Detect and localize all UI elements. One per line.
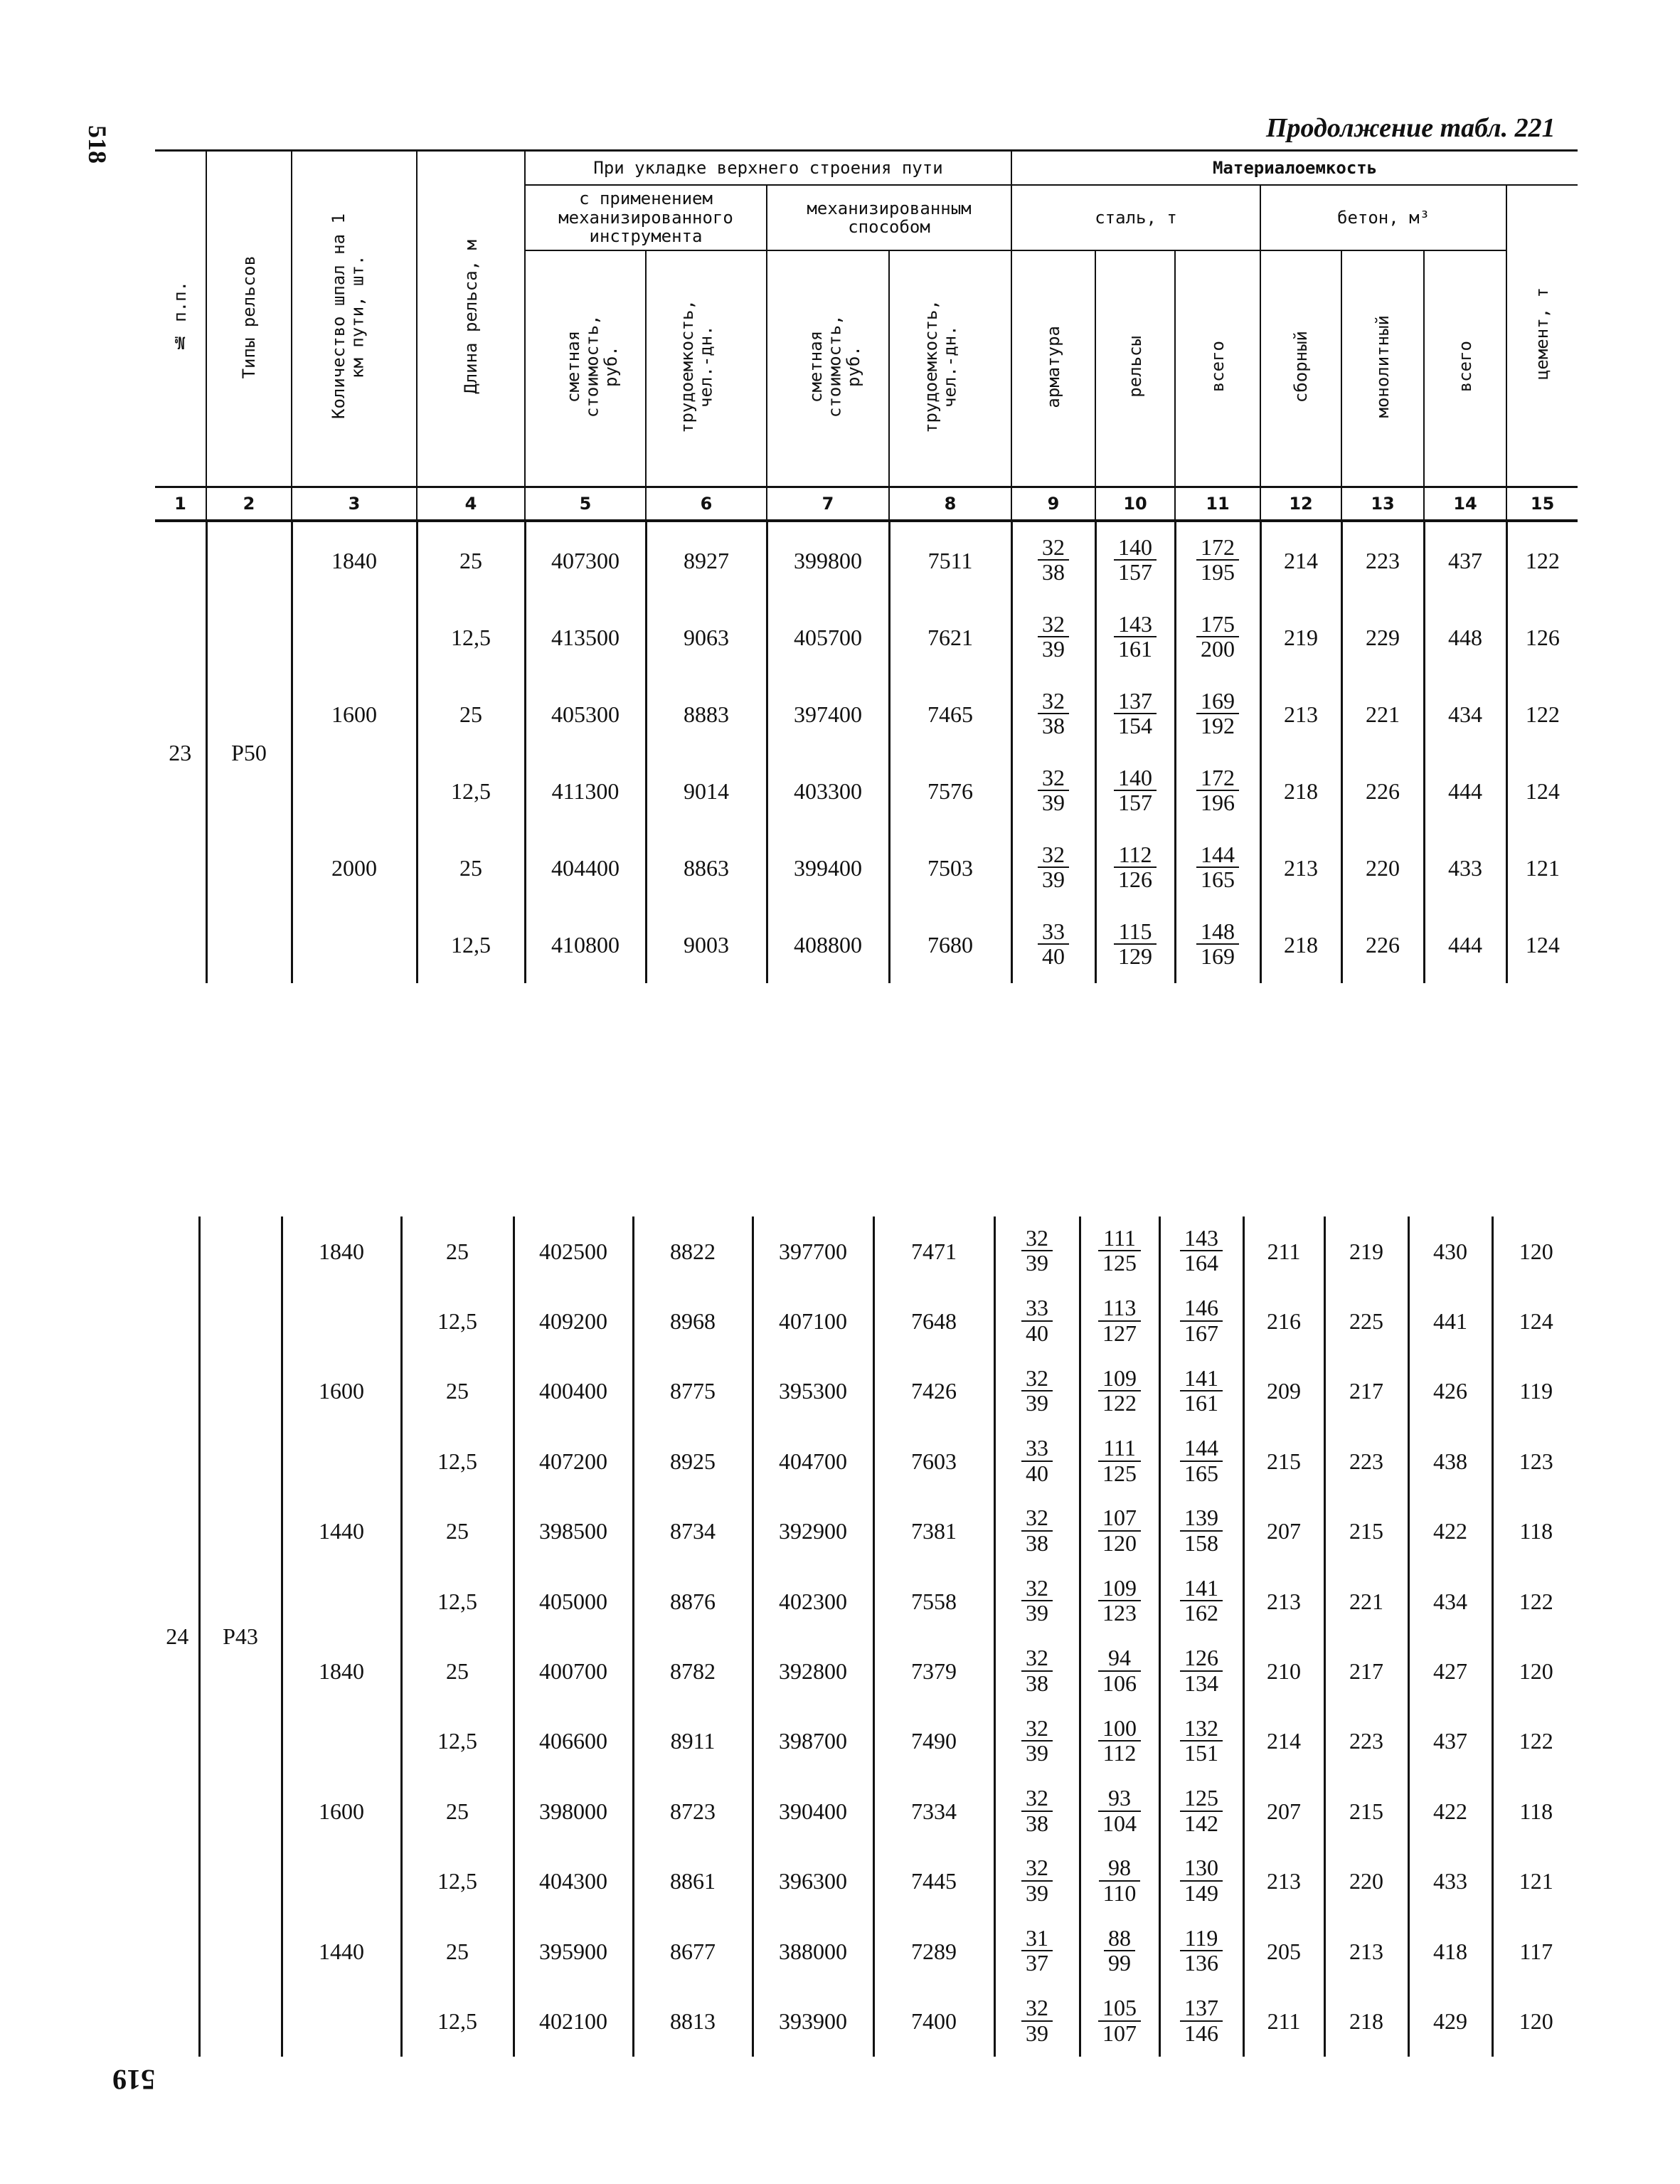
concrete-monolithic: 217 — [1324, 1357, 1408, 1426]
cement: 118 — [1492, 1776, 1579, 1846]
cement: 122 — [1506, 676, 1578, 753]
concrete-monolithic: 217 — [1324, 1636, 1408, 1706]
armatura-fraction: $\frac{32}{39}$ — [1011, 599, 1095, 676]
concrete-total: 434 — [1424, 676, 1506, 753]
header-labor-2: трудоемкость, чел.-дн. — [889, 250, 1011, 487]
rails-fraction: $\frac{109}{122}$ — [1080, 1357, 1159, 1426]
rails-fraction: $\frac{107}{120}$ — [1080, 1497, 1159, 1567]
concrete-monolithic: 225 — [1324, 1286, 1408, 1356]
table-row — [156, 1357, 1579, 1426]
cost-mechanized: 388000 — [753, 1917, 873, 1986]
concrete-monolithic: 218 — [1324, 1986, 1408, 2056]
rails-fraction: $\frac{111}{125}$ — [1080, 1426, 1159, 1496]
armatura-fraction: $\frac{32}{39}$ — [994, 1216, 1080, 1286]
page-number-bottom: 519 — [112, 2064, 155, 2096]
cement: 122 — [1492, 1707, 1579, 1776]
cost-mechanized: 392900 — [753, 1497, 873, 1567]
table-row — [156, 1917, 1579, 1986]
rails-fraction: $\frac{140}{157}$ — [1095, 521, 1175, 599]
table-row — [156, 1776, 1579, 1846]
armatura-fraction: $\frac{32}{39}$ — [994, 1357, 1080, 1426]
cost-mechanized: 408800 — [767, 906, 889, 983]
labor-manual: 8863 — [646, 829, 767, 906]
rail-length: 25 — [401, 1917, 514, 1986]
table-row — [156, 1567, 1579, 1636]
header-concrete-total: всего — [1424, 250, 1506, 487]
rail-length: 12,5 — [417, 906, 525, 983]
cost-manual: 410800 — [525, 906, 646, 983]
labor-mechanized: 7680 — [889, 906, 1011, 983]
labor-manual: 8822 — [633, 1216, 753, 1286]
rails-fraction: $\frac{137}{154}$ — [1095, 676, 1175, 753]
labor-manual: 8927 — [646, 521, 767, 599]
labor-mechanized: 7603 — [873, 1426, 994, 1496]
header-sleepers: Количество шпал на 1 км пути, шт. — [292, 151, 417, 487]
rails-fraction: $\frac{100}{112}$ — [1080, 1707, 1159, 1776]
header-armatura: арматура — [1011, 250, 1095, 487]
cost-mechanized: 402300 — [753, 1567, 873, 1636]
cost-mechanized: 399400 — [767, 829, 889, 906]
header-rail-type: Типы рельсов — [206, 151, 292, 487]
concrete-precast: 209 — [1243, 1357, 1324, 1426]
rail-length: 12,5 — [401, 1847, 514, 1917]
concrete-precast: 211 — [1243, 1216, 1324, 1286]
header-steel: сталь, т — [1011, 185, 1260, 250]
header-concrete: бетон, м³ — [1260, 185, 1506, 250]
armatura-fraction: $\frac{32}{38}$ — [994, 1497, 1080, 1567]
cost-manual: 400400 — [514, 1357, 633, 1426]
rail-type: Р43 — [199, 1216, 282, 2057]
labor-mechanized: 7576 — [889, 753, 1011, 829]
labor-manual: 9063 — [646, 599, 767, 676]
labor-mechanized: 7426 — [873, 1357, 994, 1426]
sleepers-count — [292, 753, 417, 829]
header-labor-1: трудоемкость, чел.-дн. — [646, 250, 767, 487]
steel-total-fraction: $\frac{175}{200}$ — [1175, 599, 1260, 676]
cost-manual: 409200 — [514, 1286, 633, 1356]
table-row — [156, 1497, 1579, 1567]
concrete-monolithic: 215 — [1324, 1497, 1408, 1567]
labor-mechanized: 7465 — [889, 676, 1011, 753]
group-24-rows — [156, 1216, 1579, 2057]
concrete-precast: 213 — [1260, 676, 1341, 753]
labor-mechanized: 7445 — [873, 1847, 994, 1917]
header-material-group: Материалоемкость — [1011, 151, 1578, 186]
rails-fraction: $\frac{94}{106}$ — [1080, 1636, 1159, 1706]
concrete-monolithic: 220 — [1341, 829, 1424, 906]
header-rails: рельсы — [1095, 250, 1175, 487]
labor-mechanized: 7334 — [873, 1776, 994, 1846]
rail-length: 25 — [401, 1636, 514, 1706]
rail-length: 12,5 — [401, 1567, 514, 1636]
concrete-monolithic: 220 — [1324, 1847, 1408, 1917]
labor-manual: 8911 — [633, 1707, 753, 1776]
rail-length: 25 — [401, 1776, 514, 1846]
concrete-precast: 219 — [1260, 599, 1341, 676]
rails-fraction: $\frac{88}{99}$ — [1080, 1917, 1159, 1986]
concrete-total: 429 — [1408, 1986, 1492, 2056]
sleepers-count: 1840 — [282, 1216, 401, 1286]
concrete-total: 437 — [1424, 521, 1506, 599]
header-precast: сборный — [1260, 250, 1341, 487]
table-row — [155, 753, 1578, 829]
cement: 119 — [1492, 1357, 1579, 1426]
rails-fraction: $\frac{105}{107}$ — [1080, 1986, 1159, 2056]
labor-mechanized: 7503 — [889, 829, 1011, 906]
concrete-precast: 218 — [1260, 753, 1341, 829]
concrete-total: 441 — [1408, 1286, 1492, 1356]
table-row — [156, 1847, 1579, 1917]
labor-mechanized: 7289 — [873, 1917, 994, 1986]
rails-fraction: $\frac{113}{127}$ — [1080, 1286, 1159, 1356]
cement: 121 — [1492, 1847, 1579, 1917]
concrete-monolithic: 221 — [1341, 676, 1424, 753]
concrete-monolithic: 215 — [1324, 1776, 1408, 1846]
armatura-fraction: $\frac{32}{38}$ — [994, 1776, 1080, 1846]
labor-mechanized: 7511 — [889, 521, 1011, 599]
labor-mechanized: 7471 — [873, 1216, 994, 1286]
concrete-precast: 213 — [1243, 1567, 1324, 1636]
cost-manual: 404300 — [514, 1847, 633, 1917]
table-row — [155, 599, 1578, 676]
header-monolithic: монолитный — [1341, 250, 1424, 487]
header-mechanized: механизированным способом — [767, 185, 1011, 250]
steel-total-fraction: $\frac{141}{161}$ — [1159, 1357, 1243, 1426]
concrete-precast: 205 — [1243, 1917, 1324, 1986]
labor-manual: 9014 — [646, 753, 767, 829]
concrete-precast: 211 — [1243, 1986, 1324, 2056]
rail-type: Р50 — [206, 521, 292, 983]
concrete-precast: 210 — [1243, 1636, 1324, 1706]
cement: 122 — [1506, 521, 1578, 599]
labor-manual: 8968 — [633, 1286, 753, 1356]
rails-fraction: $\frac{111}{125}$ — [1080, 1216, 1159, 1286]
steel-total-fraction: $\frac{141}{162}$ — [1159, 1567, 1243, 1636]
cost-mechanized: 404700 — [753, 1426, 873, 1496]
concrete-total: 427 — [1408, 1636, 1492, 1706]
sleepers-count — [292, 599, 417, 676]
cost-manual: 402500 — [514, 1216, 633, 1286]
table-row — [156, 1286, 1579, 1356]
concrete-total: 426 — [1408, 1357, 1492, 1426]
cement: 121 — [1506, 829, 1578, 906]
labor-mechanized: 7648 — [873, 1286, 994, 1356]
concrete-precast: 207 — [1243, 1497, 1324, 1567]
steel-total-fraction: $\frac{169}{192}$ — [1175, 676, 1260, 753]
sleepers-count: 1840 — [282, 1636, 401, 1706]
rail-length: 12,5 — [401, 1426, 514, 1496]
cement: 120 — [1492, 1986, 1579, 2056]
column-number-row: 1 2 3 4 5 6 7 8 9 10 11 12 13 14 15 — [155, 487, 1578, 521]
concrete-precast: 218 — [1260, 906, 1341, 983]
header-steel-total: всего — [1175, 250, 1260, 487]
concrete-monolithic: 226 — [1341, 906, 1424, 983]
cement: 122 — [1492, 1567, 1579, 1636]
cost-manual: 405000 — [514, 1567, 633, 1636]
concrete-total: 444 — [1424, 753, 1506, 829]
cost-manual: 407300 — [525, 521, 646, 599]
rails-fraction: $\frac{98}{110}$ — [1080, 1847, 1159, 1917]
concrete-precast: 213 — [1243, 1847, 1324, 1917]
table-part-2 — [156, 1216, 1579, 2057]
table-row — [156, 1216, 1579, 1286]
table-row — [155, 829, 1578, 906]
cement: 124 — [1492, 1286, 1579, 1356]
table-row — [155, 676, 1578, 753]
rail-length: 12,5 — [401, 1286, 514, 1356]
labor-mechanized: 7379 — [873, 1636, 994, 1706]
labor-manual: 8775 — [633, 1357, 753, 1426]
header-rail-length: Длина рельса, м — [417, 151, 525, 487]
concrete-precast: 207 — [1243, 1776, 1324, 1846]
group-23-rows — [155, 521, 1578, 983]
table-part-1 — [155, 149, 1578, 983]
page-number-top: 518 — [83, 125, 112, 164]
cost-manual: 398000 — [514, 1776, 633, 1846]
sleepers-count: 1600 — [282, 1357, 401, 1426]
labor-manual: 8861 — [633, 1847, 753, 1917]
rails-fraction: $\frac{93}{104}$ — [1080, 1776, 1159, 1846]
steel-total-fraction: $\frac{144}{165}$ — [1159, 1426, 1243, 1496]
rails-fraction: $\frac{140}{157}$ — [1095, 753, 1175, 829]
rails-fraction: $\frac{115}{129}$ — [1095, 906, 1175, 983]
table-row — [155, 906, 1578, 983]
row-number: 23 — [169, 739, 192, 765]
cement: 118 — [1492, 1497, 1579, 1567]
cost-manual: 395900 — [514, 1917, 633, 1986]
cost-mechanized: 397400 — [767, 676, 889, 753]
table-row — [156, 1636, 1579, 1706]
sleepers-count: 2000 — [292, 829, 417, 906]
steel-total-fraction: $\frac{144}{165}$ — [1175, 829, 1260, 906]
concrete-monolithic: 229 — [1341, 599, 1424, 676]
cost-manual: 404400 — [525, 829, 646, 906]
rail-length: 25 — [401, 1497, 514, 1567]
concrete-total: 438 — [1408, 1426, 1492, 1496]
armatura-fraction: $\frac{31}{37}$ — [994, 1917, 1080, 1986]
rail-length: 12,5 — [417, 753, 525, 829]
armatura-fraction: $\frac{33}{40}$ — [994, 1426, 1080, 1496]
cement: 126 — [1506, 599, 1578, 676]
cost-manual: 400700 — [514, 1636, 633, 1706]
cement: 123 — [1492, 1426, 1579, 1496]
concrete-total: 422 — [1408, 1497, 1492, 1567]
sleepers-count — [282, 1847, 401, 1917]
steel-total-fraction: $\frac{137}{146}$ — [1159, 1986, 1243, 2056]
sleepers-count — [282, 1426, 401, 1496]
cement: 124 — [1506, 906, 1578, 983]
concrete-monolithic: 221 — [1324, 1567, 1408, 1636]
armatura-fraction: $\frac{33}{40}$ — [994, 1286, 1080, 1356]
header-cost-2: сметная стоимость, руб. — [767, 250, 889, 487]
sleepers-count: 1600 — [292, 676, 417, 753]
header-cost-1: сметная стоимость, руб. — [525, 250, 646, 487]
steel-total-fraction: $\frac{143}{164}$ — [1159, 1216, 1243, 1286]
rail-length: 25 — [417, 829, 525, 906]
armatura-fraction: $\frac{32}{39}$ — [1011, 829, 1095, 906]
steel-total-fraction: $\frac{139}{158}$ — [1159, 1497, 1243, 1567]
table-row — [156, 1707, 1579, 1776]
cement: 117 — [1492, 1917, 1579, 1986]
header-num: № п.п. — [170, 281, 191, 353]
table-row — [155, 521, 1578, 599]
rail-length: 25 — [417, 676, 525, 753]
rail-length: 12,5 — [401, 1986, 514, 2056]
labor-manual: 8677 — [633, 1917, 753, 1986]
concrete-total: 418 — [1408, 1917, 1492, 1986]
concrete-monolithic: 223 — [1324, 1426, 1408, 1496]
armatura-fraction: $\frac{32}{38}$ — [1011, 521, 1095, 599]
rail-length: 12,5 — [417, 599, 525, 676]
rail-length: 25 — [417, 521, 525, 599]
cost-mechanized: 390400 — [753, 1776, 873, 1846]
cost-mechanized: 395300 — [753, 1357, 873, 1426]
table-caption: Продолжение табл. 221 — [1266, 113, 1556, 143]
labor-manual: 9003 — [646, 906, 767, 983]
cost-mechanized: 399800 — [767, 521, 889, 599]
armatura-fraction: $\frac{32}{39}$ — [994, 1986, 1080, 2056]
rail-length: 25 — [401, 1357, 514, 1426]
sleepers-count — [282, 1986, 401, 2056]
sleepers-count: 1440 — [282, 1497, 401, 1567]
cost-mechanized: 405700 — [767, 599, 889, 676]
concrete-precast: 216 — [1243, 1286, 1324, 1356]
cost-manual: 402100 — [514, 1986, 633, 2056]
steel-total-fraction: $\frac{130}{149}$ — [1159, 1847, 1243, 1917]
cost-mechanized: 403300 — [767, 753, 889, 829]
sleepers-count: 1840 — [292, 521, 417, 599]
cost-mechanized: 397700 — [753, 1216, 873, 1286]
armatura-fraction: $\frac{32}{39}$ — [994, 1567, 1080, 1636]
header-laying-group: При укладке верхнего строения пути — [525, 151, 1011, 186]
cost-manual: 411300 — [525, 753, 646, 829]
rail-length: 25 — [401, 1216, 514, 1286]
labor-manual: 8813 — [633, 1986, 753, 2056]
sleepers-count: 1600 — [282, 1776, 401, 1846]
rail-length: 12,5 — [401, 1707, 514, 1776]
concrete-total: 448 — [1424, 599, 1506, 676]
rails-fraction: $\frac{109}{123}$ — [1080, 1567, 1159, 1636]
concrete-total: 422 — [1408, 1776, 1492, 1846]
concrete-monolithic: 223 — [1324, 1707, 1408, 1776]
concrete-precast: 215 — [1243, 1426, 1324, 1496]
cost-mechanized: 393900 — [753, 1986, 873, 2056]
sleepers-count — [282, 1567, 401, 1636]
concrete-precast: 214 — [1243, 1707, 1324, 1776]
steel-total-fraction: $\frac{125}{142}$ — [1159, 1776, 1243, 1846]
cost-mechanized: 398700 — [753, 1707, 873, 1776]
concrete-precast: 213 — [1260, 829, 1341, 906]
cost-manual: 398500 — [514, 1497, 633, 1567]
steel-total-fraction: $\frac{148}{169}$ — [1175, 906, 1260, 983]
steel-total-fraction: $\frac{126}{134}$ — [1159, 1636, 1243, 1706]
labor-mechanized: 7621 — [889, 599, 1011, 676]
concrete-total: 437 — [1408, 1707, 1492, 1776]
labor-mechanized: 7400 — [873, 1986, 994, 2056]
sleepers-count — [282, 1707, 401, 1776]
cement: 120 — [1492, 1636, 1579, 1706]
labor-mechanized: 7381 — [873, 1497, 994, 1567]
armatura-fraction: $\frac{32}{39}$ — [1011, 753, 1095, 829]
steel-total-fraction: $\frac{146}{167}$ — [1159, 1286, 1243, 1356]
labor-manual: 8782 — [633, 1636, 753, 1706]
steel-total-fraction: $\frac{132}{151}$ — [1159, 1707, 1243, 1776]
concrete-total: 433 — [1424, 829, 1506, 906]
steel-total-fraction: $\frac{172}{196}$ — [1175, 753, 1260, 829]
concrete-monolithic: 226 — [1341, 753, 1424, 829]
cost-manual: 405300 — [525, 676, 646, 753]
steel-total-fraction: $\frac{119}{136}$ — [1159, 1917, 1243, 1986]
cost-mechanized: 396300 — [753, 1847, 873, 1917]
concrete-monolithic: 223 — [1341, 521, 1424, 599]
concrete-total: 433 — [1408, 1847, 1492, 1917]
cost-manual: 413500 — [525, 599, 646, 676]
armatura-fraction: $\frac{32}{39}$ — [994, 1707, 1080, 1776]
labor-manual: 8734 — [633, 1497, 753, 1567]
labor-manual: 8883 — [646, 676, 767, 753]
cement: 124 — [1506, 753, 1578, 829]
labor-manual: 8723 — [633, 1776, 753, 1846]
sleepers-count — [282, 1286, 401, 1356]
labor-mechanized: 7558 — [873, 1567, 994, 1636]
armatura-fraction: $\frac{32}{39}$ — [994, 1847, 1080, 1917]
labor-mechanized: 7490 — [873, 1707, 994, 1776]
cost-mechanized: 392800 — [753, 1636, 873, 1706]
concrete-monolithic: 219 — [1324, 1216, 1408, 1286]
cost-manual: 406600 — [514, 1707, 633, 1776]
labor-manual: 8925 — [633, 1426, 753, 1496]
sleepers-count — [292, 906, 417, 983]
armatura-fraction: $\frac{32}{38}$ — [1011, 676, 1095, 753]
armatura-fraction: $\frac{32}{38}$ — [994, 1636, 1080, 1706]
cost-manual: 407200 — [514, 1426, 633, 1496]
concrete-total: 430 — [1408, 1216, 1492, 1286]
labor-manual: 8876 — [633, 1567, 753, 1636]
armatura-fraction: $\frac{33}{40}$ — [1011, 906, 1095, 983]
row-number: 24 — [166, 1623, 189, 1649]
cost-mechanized: 407100 — [753, 1286, 873, 1356]
cement: 120 — [1492, 1216, 1579, 1286]
sleepers-count: 1440 — [282, 1917, 401, 1986]
concrete-total: 434 — [1408, 1567, 1492, 1636]
steel-total-fraction: $\frac{172}{195}$ — [1175, 521, 1260, 599]
rails-fraction: $\frac{112}{126}$ — [1095, 829, 1175, 906]
table-row — [156, 1986, 1579, 2056]
table-row — [156, 1426, 1579, 1496]
concrete-total: 444 — [1424, 906, 1506, 983]
rails-fraction: $\frac{143}{161}$ — [1095, 599, 1175, 676]
concrete-precast: 214 — [1260, 521, 1341, 599]
concrete-monolithic: 213 — [1324, 1917, 1408, 1986]
header-cement: цемент, т — [1506, 185, 1578, 487]
header-manual: с применением механизированного инструмента — [525, 185, 767, 250]
